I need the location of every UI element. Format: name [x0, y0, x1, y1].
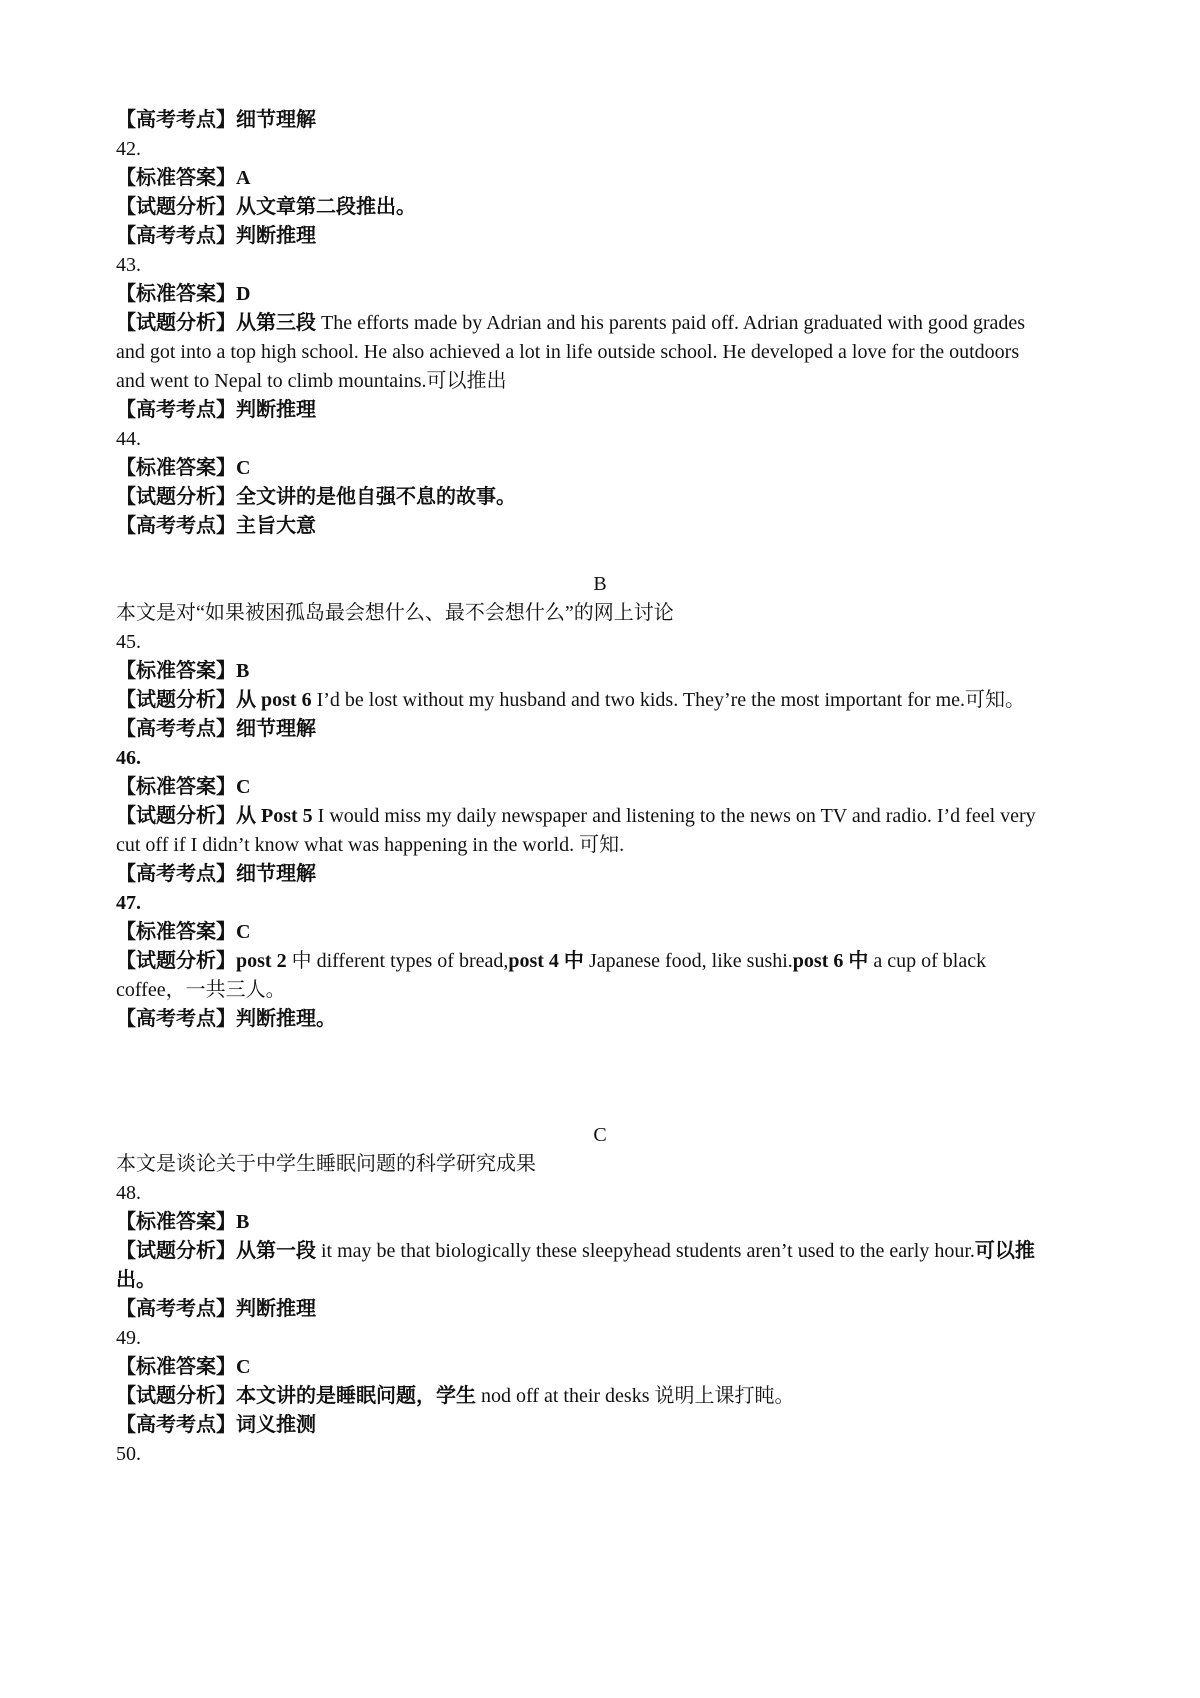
- section-heading: [0, 569, 1200, 601]
- text-segment: 【标准答案】C: [116, 1356, 251, 1378]
- text-line: [116, 395, 1101, 427]
- text-segment: nod off at their desks 说明上课打盹。: [476, 1385, 795, 1407]
- text-line: [116, 279, 1101, 311]
- text-line: [116, 1381, 1101, 1413]
- text-line: [116, 453, 1101, 485]
- text-line: [116, 482, 1101, 514]
- text-segment: I’d be lost without my husband and two kids. They’re the most important for me.可知。: [311, 689, 1025, 711]
- text-line: [116, 308, 1101, 340]
- text-segment: 49.: [116, 1327, 141, 1349]
- text-line: [116, 134, 1101, 166]
- text-line: [116, 424, 1101, 456]
- text-line: [116, 1149, 1101, 1181]
- text-segment: 【试题分析】从 post 6: [116, 689, 312, 711]
- text-segment: 47.: [116, 892, 141, 914]
- text-segment: post 6 中: [792, 950, 869, 972]
- text-segment: coffee，一共三人。: [116, 979, 286, 1001]
- text-segment: 【高考考点】判断推理: [116, 399, 316, 421]
- text-segment: 【标准答案】C: [116, 457, 251, 479]
- text-segment: I would miss my daily newspaper and listening to the news on TV and radio. I’d feel very: [312, 805, 1036, 827]
- text-line: [116, 888, 1101, 920]
- text-segment: 本文是谈论关于中学生睡眠问题的科学研究成果: [116, 1153, 536, 1175]
- text-segment: 48.: [116, 1182, 141, 1204]
- text-segment: 46.: [116, 747, 141, 769]
- text-segment: it may be that biologically these sleepyhead students aren’t used to the early hour.: [316, 1240, 975, 1262]
- text-segment: 43.: [116, 254, 141, 276]
- text-segment: 【高考考点】细节理解: [116, 863, 316, 885]
- text-line: [116, 511, 1101, 543]
- text-segment: 【高考考点】判断推理: [116, 225, 316, 247]
- text-segment: Japanese food, like sushi.: [583, 950, 793, 972]
- text-segment: The efforts made by Adrian and his parents paid off. Adrian graduated with good grades: [321, 312, 1026, 334]
- text-segment: 【标准答案】C: [116, 776, 251, 798]
- text-segment: 中 different types of bread,: [286, 950, 509, 972]
- text-line: [116, 1410, 1101, 1442]
- text-line: [116, 685, 1101, 717]
- text-line: [116, 163, 1101, 195]
- text-segment: 【标准答案】C: [116, 921, 251, 943]
- text-segment: 【试题分析】从第三段: [116, 312, 321, 334]
- text-segment: 42.: [116, 138, 141, 160]
- text-segment: 【试题分析】从 Post 5: [116, 805, 313, 827]
- text-line: [116, 1178, 1101, 1210]
- text-segment: 出。: [116, 1269, 156, 1291]
- text-line: [116, 917, 1101, 949]
- text-segment: post 4 中: [508, 950, 584, 972]
- text-segment: 【试题分析】从文章第二段推出。: [116, 196, 416, 218]
- text-segment: cut off if I didn’t know what was happening in the world. 可知.: [116, 834, 625, 856]
- text-segment: B: [593, 573, 607, 595]
- text-line: [116, 743, 1101, 775]
- text-line: [116, 1265, 1101, 1297]
- text-segment: and went to Nepal to climb mountains.可以推出: [116, 370, 507, 392]
- text-segment: 【标准答案】A: [116, 167, 251, 189]
- text-line: [116, 1294, 1101, 1326]
- text-segment: 44.: [116, 428, 141, 450]
- text-line: [116, 105, 1101, 137]
- text-segment: and got into a top high school. He also achieved a lot in life outside school. He developed a love for the outdoors: [116, 341, 1020, 363]
- text-segment: 【标准答案】B: [116, 1211, 250, 1233]
- text-line: [116, 1236, 1101, 1268]
- text-line: [116, 946, 1101, 978]
- text-segment: 【高考考点】细节理解: [116, 718, 316, 740]
- text-segment: 【试题分析】全文讲的是他自强不息的故事。: [116, 486, 516, 508]
- text-segment: 【标准答案】D: [116, 283, 251, 305]
- text-line: [116, 192, 1101, 224]
- text-segment: 【试题分析】本文讲的是睡眠问题，学生: [116, 1385, 476, 1407]
- text-segment: 【高考考点】细节理解: [116, 109, 316, 131]
- text-segment: 【标准答案】B: [116, 660, 250, 682]
- text-line: [116, 366, 1101, 398]
- text-line: [116, 714, 1101, 746]
- text-segment: 【试题分析】post 2: [116, 950, 287, 972]
- text-segment: 【高考考点】主旨大意: [116, 515, 316, 537]
- text-segment: C: [593, 1124, 607, 1146]
- section-heading: [0, 1120, 1200, 1152]
- text-line: [116, 772, 1101, 804]
- text-line: [116, 1323, 1101, 1355]
- text-segment: 【试题分析】从第一段: [116, 1240, 316, 1262]
- text-line: [116, 1439, 1101, 1471]
- text-line: [116, 221, 1101, 253]
- text-segment: a cup of black: [868, 950, 987, 972]
- text-segment: 【高考考点】词义推测: [116, 1414, 316, 1436]
- text-line: [116, 859, 1101, 891]
- text-segment: 【高考考点】判断推理: [116, 1298, 316, 1320]
- text-line: [116, 1352, 1101, 1384]
- text-line: [116, 598, 1101, 630]
- text-line: [116, 250, 1101, 282]
- text-line: [116, 656, 1101, 688]
- text-segment: 45.: [116, 631, 141, 653]
- text-line: [116, 1207, 1101, 1239]
- text-line: [116, 801, 1101, 833]
- text-line: [116, 337, 1101, 369]
- text-segment: 50.: [116, 1443, 141, 1465]
- text-segment: 【高考考点】判断推理。: [116, 1008, 336, 1030]
- text-line: [116, 975, 1101, 1007]
- text-line: [116, 1004, 1101, 1036]
- text-segment: 可以推: [974, 1240, 1035, 1262]
- text-segment: 本文是对“如果被困孤岛最会想什么、最不会想什么”的网上讨论: [116, 602, 674, 624]
- text-line: [116, 627, 1101, 659]
- text-line: [116, 830, 1101, 862]
